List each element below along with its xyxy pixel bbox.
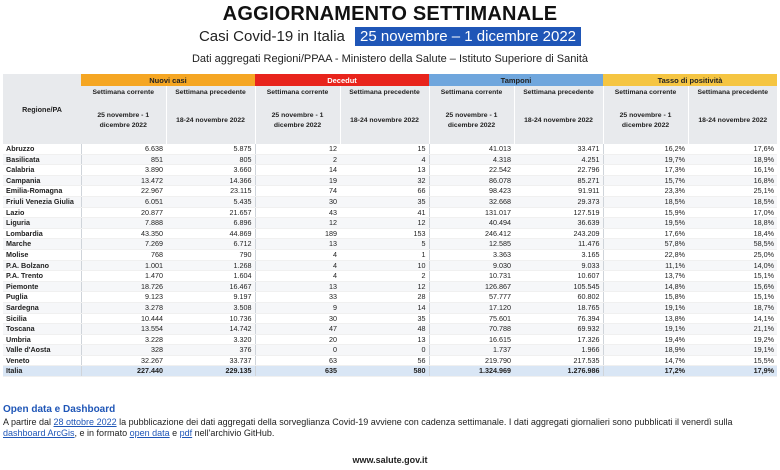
table-row [3,196,777,207]
table-cell: 153 [340,228,429,239]
date-range-current: 25 novembre - 1 dicembre 2022 [603,98,688,144]
table-row [3,271,777,282]
table-row [3,218,777,229]
group-header-positivita: Tasso di positività [603,74,777,86]
table-cell: 5.435 [166,196,255,207]
table-body [3,144,777,377]
table-cell: 86.078 [429,175,514,186]
table-cell: 17,2% [603,366,688,377]
table-cell: 10.736 [166,313,255,324]
period-highlight: 25 novembre – 1 dicembre 2022 [355,27,581,46]
table-row [3,144,777,154]
date-range-previous: 18-24 novembre 2022 [514,98,603,144]
date-range-current: 25 novembre - 1 dicembre 2022 [81,98,166,144]
table-cell: 13 [340,334,429,345]
table-cell: 16.467 [166,281,255,292]
table-cell: 790 [166,249,255,260]
table-cell: 10.607 [514,271,603,282]
sub-header-current: Settimana corrente [81,86,166,98]
table-cell: 19,7% [603,154,688,165]
table-cell: 10 [340,260,429,271]
table-cell: 16,2% [603,144,688,154]
date-range-previous: 18-24 novembre 2022 [688,98,777,144]
table-cell: 851 [81,154,166,165]
table-cell: 18,4% [688,228,777,239]
table-row [3,334,777,345]
sub-header-previous: Settimana precedente [340,86,429,98]
table-cell: 10.731 [429,271,514,282]
table-cell: 21,1% [688,324,777,335]
table-cell: 189 [255,228,340,239]
table-row [3,281,777,292]
table-cell: 15,7% [603,175,688,186]
table-row [3,228,777,239]
region-name: Marche [3,239,81,250]
table-row [3,345,777,356]
table-cell: 16,8% [688,175,777,186]
open-data-text: la pubblicazione dei dati aggregati della sorveglianza Covid-19 avviene con cadenza settimanale. I dati aggregati giornalieri sono pubblicati il venerdì sulla [116,417,733,427]
table-cell: 18,5% [603,196,688,207]
table-cell: 40.494 [429,218,514,229]
table-row [3,313,777,324]
region-column-header: Regione/PA [3,74,81,144]
pdf-link[interactable]: pdf [179,428,193,438]
table-cell: 246.412 [429,228,514,239]
region-name: Valle d'Aosta [3,345,81,356]
table-cell: 3.363 [429,249,514,260]
table-cell: 13.472 [81,175,166,186]
table-cell: 14,7% [603,355,688,366]
table-cell: 63 [255,355,340,366]
table-cell: 15,1% [688,292,777,303]
table-cell: 69.932 [514,324,603,335]
open-data-text: nell'archivio GitHub. [192,428,275,438]
open-data-text: e [169,428,180,438]
table-cell: 70.788 [429,324,514,335]
table-cell: 7.269 [81,239,166,250]
table-cell: 13 [340,165,429,176]
table-cell: 13 [255,281,340,292]
table-cell: 3.508 [166,302,255,313]
table-cell: 1.324.969 [429,366,514,377]
table-cell: 32.668 [429,196,514,207]
table-cell: 805 [166,154,255,165]
table-cell: 4.251 [514,154,603,165]
table-row [3,355,777,366]
table-cell: 15,5% [688,355,777,366]
table-cell: 32 [340,175,429,186]
table-cell: 9 [255,302,340,313]
table-cell: 22.967 [81,186,166,197]
region-name: Emilia-Romagna [3,186,81,197]
open-data-text: A partire dal [3,417,54,427]
date-range-previous: 18-24 novembre 2022 [340,98,429,144]
table-cell: 227.440 [81,366,166,377]
table-cell: 105.545 [514,281,603,292]
table-cell: 3.165 [514,249,603,260]
sub-header-previous: Settimana precedente [166,86,255,98]
table-cell: 4 [255,271,340,282]
table-cell: 13,7% [603,271,688,282]
table-row [3,302,777,313]
table-cell: 66 [340,186,429,197]
region-name: Friuli Venezia Giulia [3,196,81,207]
table-cell: 57,8% [603,239,688,250]
table-cell: 0 [255,345,340,356]
region-name: Sicilia [3,313,81,324]
table-cell: 18,9% [688,154,777,165]
date-link[interactable]: 28 ottobre 2022 [53,417,117,427]
table-cell: 6.896 [166,218,255,229]
table-cell: 17,6% [688,144,777,154]
table-cell: 4.318 [429,154,514,165]
region-name: Campania [3,175,81,186]
region-name: Piemonte [3,281,81,292]
date-range-current: 25 novembre - 1 dicembre 2022 [429,98,514,144]
table-cell: 75.601 [429,313,514,324]
table-cell: 20 [255,334,340,345]
total-row [3,366,777,377]
table-cell: 6.638 [81,144,166,154]
table-cell: 5 [340,239,429,250]
table-cell: 22,8% [603,249,688,260]
table-cell: 14 [255,165,340,176]
open-data-title: Open data e Dashboard [3,404,116,415]
table-cell: 7.888 [81,218,166,229]
table-cell: 243.209 [514,228,603,239]
table-cell: 20.877 [81,207,166,218]
table-cell: 376 [166,345,255,356]
table-cell: 768 [81,249,166,260]
region-name: Italia [3,366,81,377]
table-cell: 30 [255,313,340,324]
sub-header-current: Settimana corrente [429,86,514,98]
table-cell: 14 [340,302,429,313]
table-cell: 17,3% [603,165,688,176]
table-cell: 17.326 [514,334,603,345]
table-cell: 47 [255,324,340,335]
table-cell: 12 [255,144,340,154]
table-cell: 19,1% [603,302,688,313]
table-cell: 18,8% [688,218,777,229]
table-cell: 98.423 [429,186,514,197]
region-name: Sardegna [3,302,81,313]
table-cell: 28 [340,292,429,303]
sub-header-previous: Settimana precedente [688,86,777,98]
table-cell: 19,2% [688,334,777,345]
table-cell: 2 [340,271,429,282]
date-range-previous: 18-24 novembre 2022 [166,98,255,144]
table-cell: 12.585 [429,239,514,250]
table-cell: 44.869 [166,228,255,239]
region-name: Abruzzo [3,144,81,154]
table-cell: 15,1% [688,271,777,282]
table-cell: 10.444 [81,313,166,324]
table-cell: 13,8% [603,313,688,324]
table-cell: 3.890 [81,165,166,176]
table-cell: 12 [340,218,429,229]
table-cell: 217.535 [514,355,603,366]
table-cell: 11,1% [603,260,688,271]
region-name: Liguria [3,218,81,229]
table-cell: 3.278 [81,302,166,313]
table-cell: 1.001 [81,260,166,271]
table-cell: 56 [340,355,429,366]
open-data-paragraph [3,417,773,439]
table-cell: 1.268 [166,260,255,271]
table-cell: 4 [255,249,340,260]
table-cell: 43.350 [81,228,166,239]
table-cell: 3.660 [166,165,255,176]
table-cell: 22.542 [429,165,514,176]
page-title: AGGIORNAMENTO SETTIMANALE [222,3,558,25]
table-cell: 91.911 [514,186,603,197]
table-cell: 1.604 [166,271,255,282]
table-cell: 6.712 [166,239,255,250]
group-header-deceduti: Decedut [255,74,429,86]
table-cell: 23,3% [603,186,688,197]
table-cell: 3.320 [166,334,255,345]
table-cell: 9.197 [166,292,255,303]
table-cell: 126.867 [429,281,514,292]
region-name: Puglia [3,292,81,303]
dashboard-arcgis-link[interactable]: dashboard ArcGis [3,428,75,438]
region-name: P.A. Bolzano [3,260,81,271]
table-cell: 19,5% [603,218,688,229]
table-cell: 41.013 [429,144,514,154]
table-row [3,324,777,335]
table-row [3,260,777,271]
table-cell: 15,9% [603,207,688,218]
table-cell: 17,9% [688,366,777,377]
table-cell: 1.470 [81,271,166,282]
table-cell: 33.471 [514,144,603,154]
table-cell: 17,0% [688,207,777,218]
table-cell: 3.228 [81,334,166,345]
table-cell: 18.765 [514,302,603,313]
table-row [3,207,777,218]
table-cell: 2 [255,154,340,165]
table-row [3,239,777,250]
table-cell: 1 [340,249,429,260]
table-cell: 19,1% [688,345,777,356]
table-cell: 4 [340,154,429,165]
table-cell: 15 [340,144,429,154]
table-cell: 18,9% [603,345,688,356]
table-cell: 15,8% [603,292,688,303]
table-cell: 58,5% [688,239,777,250]
open-data-text: , e in formato [74,428,130,438]
table-cell: 17,6% [603,228,688,239]
table-cell: 22.796 [514,165,603,176]
table-cell: 12 [255,218,340,229]
table-cell: 33 [255,292,340,303]
data-source: Dati aggregati Regioni/PPAA - Ministero della Salute – Istituto Superiore di Sanità [191,53,589,65]
table-cell: 25,1% [688,186,777,197]
table-cell: 32.267 [81,355,166,366]
region-name: Lombardia [3,228,81,239]
table-cell: 16.615 [429,334,514,345]
table-cell: 127.519 [514,207,603,218]
table-cell: 18,5% [688,196,777,207]
table-row [3,292,777,303]
table-cell: 9.030 [429,260,514,271]
date-range-current: 25 novembre - 1 dicembre 2022 [255,98,340,144]
table-cell: 25,0% [688,249,777,260]
table-cell: 6.051 [81,196,166,207]
sub-header-previous: Settimana precedente [514,86,603,98]
sub-header-current: Settimana corrente [255,86,340,98]
site-url-footer: www.salute.gov.it [352,455,428,465]
region-name: Basilicata [3,154,81,165]
table-row [3,249,777,260]
region-name: Calabria [3,165,81,176]
table-cell: 85.271 [514,175,603,186]
table-cell: 14,1% [688,313,777,324]
region-name: P.A. Trento [3,271,81,282]
table-cell: 14,0% [688,260,777,271]
table-cell: 19 [255,175,340,186]
table-cell: 19,1% [603,324,688,335]
table-cell: 36.639 [514,218,603,229]
table-cell: 11.476 [514,239,603,250]
table-cell: 15,6% [688,281,777,292]
sub-header-current: Settimana corrente [603,86,688,98]
table-cell: 580 [340,366,429,377]
table-row [3,154,777,165]
region-name: Umbria [3,334,81,345]
table-cell: 48 [340,324,429,335]
table-cell: 76.394 [514,313,603,324]
table-cell: 29.373 [514,196,603,207]
table-cell: 30 [255,196,340,207]
table-cell: 23.115 [166,186,255,197]
table-cell: 41 [340,207,429,218]
table-cell: 33.737 [166,355,255,366]
table-cell: 18.726 [81,281,166,292]
table-cell: 12 [340,281,429,292]
table-cell: 4 [255,260,340,271]
table-cell: 9.033 [514,260,603,271]
table-cell: 13.554 [81,324,166,335]
table-cell: 328 [81,345,166,356]
group-header-nuovi-casi: Nuovi casi [81,74,255,86]
region-name: Toscana [3,324,81,335]
table-cell: 18,7% [688,302,777,313]
table-cell: 229.135 [166,366,255,377]
table-cell: 219.790 [429,355,514,366]
table-cell: 1.737 [429,345,514,356]
covid-weekly-table [3,74,777,377]
subtitle-text: Casi Covid-19 in Italia [198,28,345,45]
table-cell: 57.777 [429,292,514,303]
table-row [3,186,777,197]
table-cell: 131.017 [429,207,514,218]
region-name: Lazio [3,207,81,218]
table-cell: 0 [340,345,429,356]
group-header-tamponi: Tamponi [429,74,603,86]
table-cell: 35 [340,196,429,207]
table-cell: 19,4% [603,334,688,345]
table-cell: 635 [255,366,340,377]
table-cell: 35 [340,313,429,324]
table-cell: 13 [255,239,340,250]
table-cell: 21.657 [166,207,255,218]
table-cell: 14.366 [166,175,255,186]
table-cell: 14.742 [166,324,255,335]
region-name: Veneto [3,355,81,366]
table-cell: 14,8% [603,281,688,292]
table-row [3,175,777,186]
table-cell: 5.875 [166,144,255,154]
region-name: Molise [3,249,81,260]
table-cell: 1.276.986 [514,366,603,377]
table-cell: 60.802 [514,292,603,303]
table-row [3,165,777,176]
table-cell: 17.120 [429,302,514,313]
table-cell: 9.123 [81,292,166,303]
table-cell: 1.966 [514,345,603,356]
table-cell: 74 [255,186,340,197]
table-cell: 16,1% [688,165,777,176]
page-subtitle [0,28,780,45]
table-cell: 43 [255,207,340,218]
open-data-link[interactable]: open data [129,428,170,438]
